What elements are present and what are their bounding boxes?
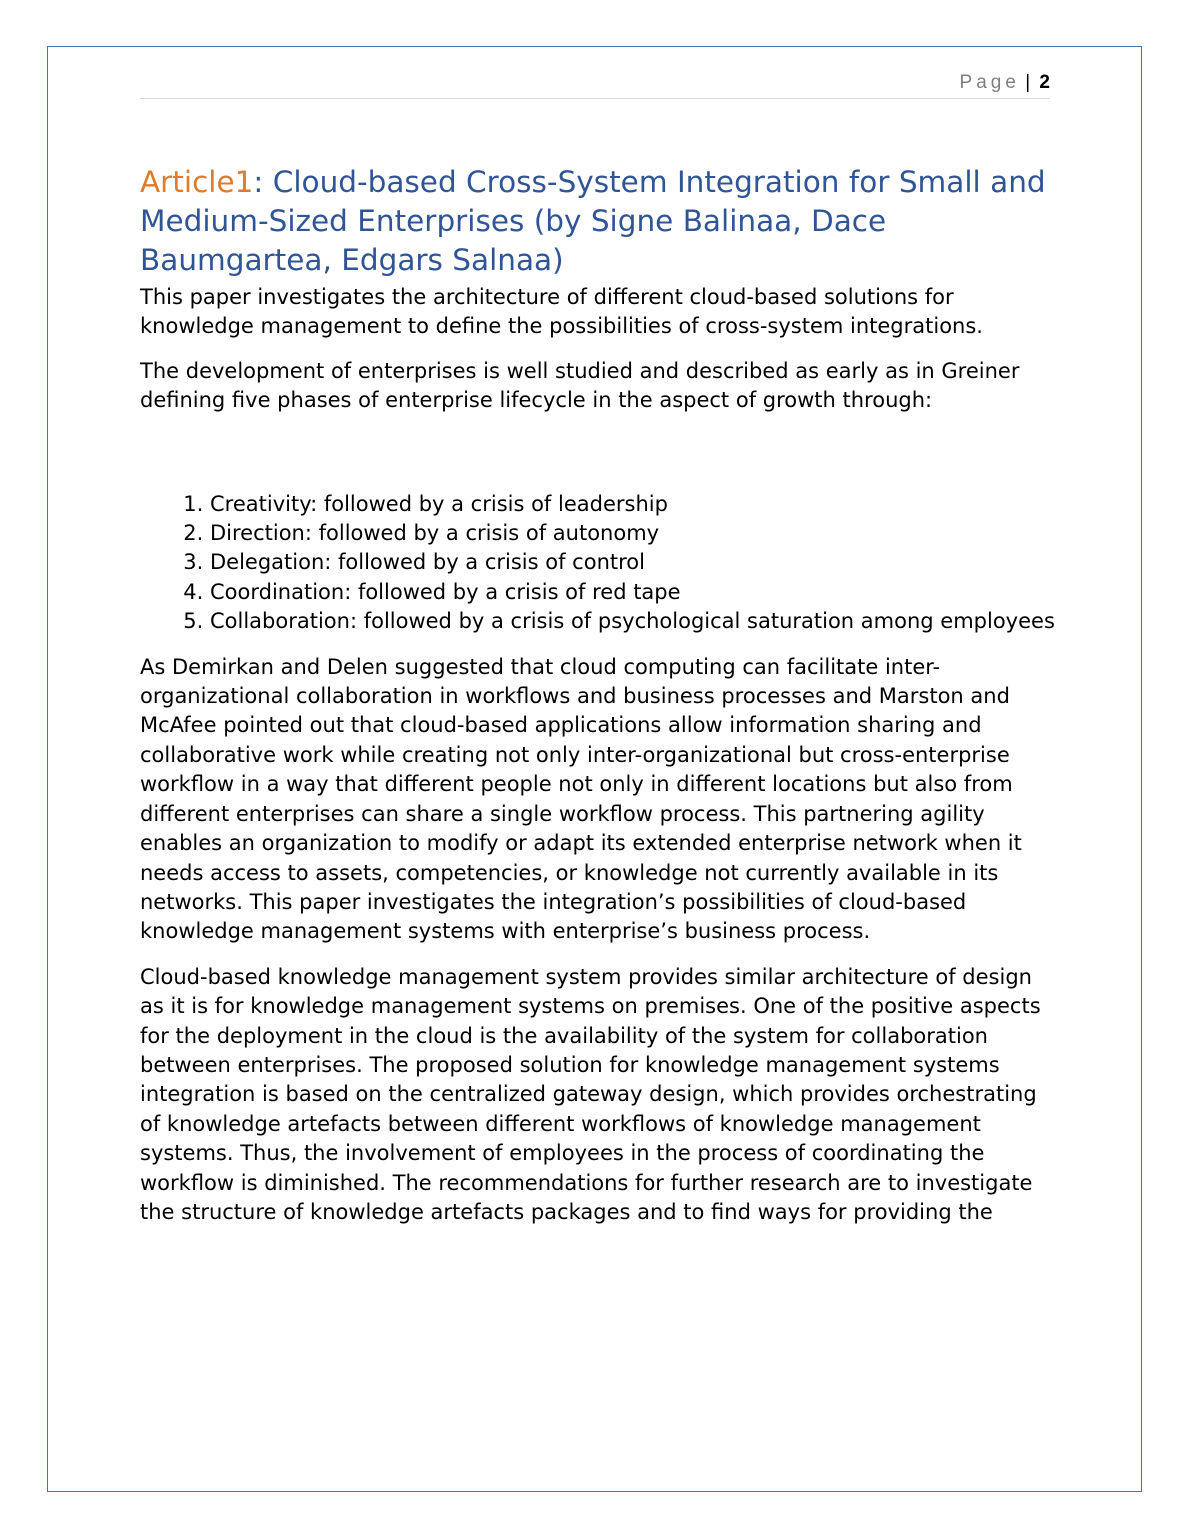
list-item: 1. Creativity: followed by a crisis of leadership (210, 490, 1055, 519)
article-title (140, 163, 1055, 280)
page-number: 2 (1039, 72, 1050, 93)
document-body (140, 163, 1055, 1227)
paragraph-development: The development of enterprises is well studied and described as early as in Greiner defining five phases of enterprise lifecycle in the aspect of growth through: (140, 358, 1020, 413)
paragraph-demirkan: As Demirkan and Delen suggested that cloud computing can facilitate inter-organizational collaboration in workflows and business processes and Marston and McAfee pointed out that cloud-based applications allow information sharing and collaborative work while creating not only inter-organizational but cross-enterprise workflow in a way that different people not only in different locations but also from different enterprises can share a single workflow process. This partnering agility enables an organization to modify or adapt its extended enterprise network when it needs access to assets, competencies, or knowledge not currently available in its networks. This paper investigates the integration’s possibilities of cloud-based knowledge management systems with enterprise’s business process. (140, 654, 1022, 944)
page-header (140, 70, 1050, 99)
list-item: 5. Collaboration: followed by a crisis of psychological saturation among employees (210, 607, 1055, 636)
page-separator: | (1025, 72, 1031, 93)
paragraph-intro: This paper investigates the architecture of different cloud-based solutions for knowledge management to define the possibilities of cross-system integrations. (140, 285, 983, 339)
list-item: 2. Direction: followed by a crisis of autonomy (210, 519, 1055, 548)
article-title-text: : Cloud-based Cross-System Integration for Small and Medium-Sized Enterprises (by Signe Balinaa, Dace Baumgartea, Edgars Salnaa) (140, 165, 1046, 277)
paragraph-cloud: Cloud-based knowledge management system provides similar architecture of design as it is for knowledge management systems on premises. One of the positive aspects for the deployment in the cloud is the availability of the system for collaboration between enterprises. The proposed solution for knowledge management systems integration is based on the centralized gateway design, which provides orchestrating of knowledge artefacts between different workflows of knowledge management systems. Thus, the involvement of employees in the process of coordinating the workflow is diminished. The recommendations for further research are to investigate the structure of knowledge artefacts packages and to find ways for providing the (140, 964, 1041, 1224)
phases-list (140, 490, 1055, 637)
article-title-accent: Article1 (140, 165, 254, 199)
list-item: 3. Delegation: followed by a crisis of control (210, 548, 1055, 577)
list-item: 4. Coordination: followed by a crisis of red tape (210, 578, 1055, 607)
page-label: Page (959, 72, 1020, 93)
